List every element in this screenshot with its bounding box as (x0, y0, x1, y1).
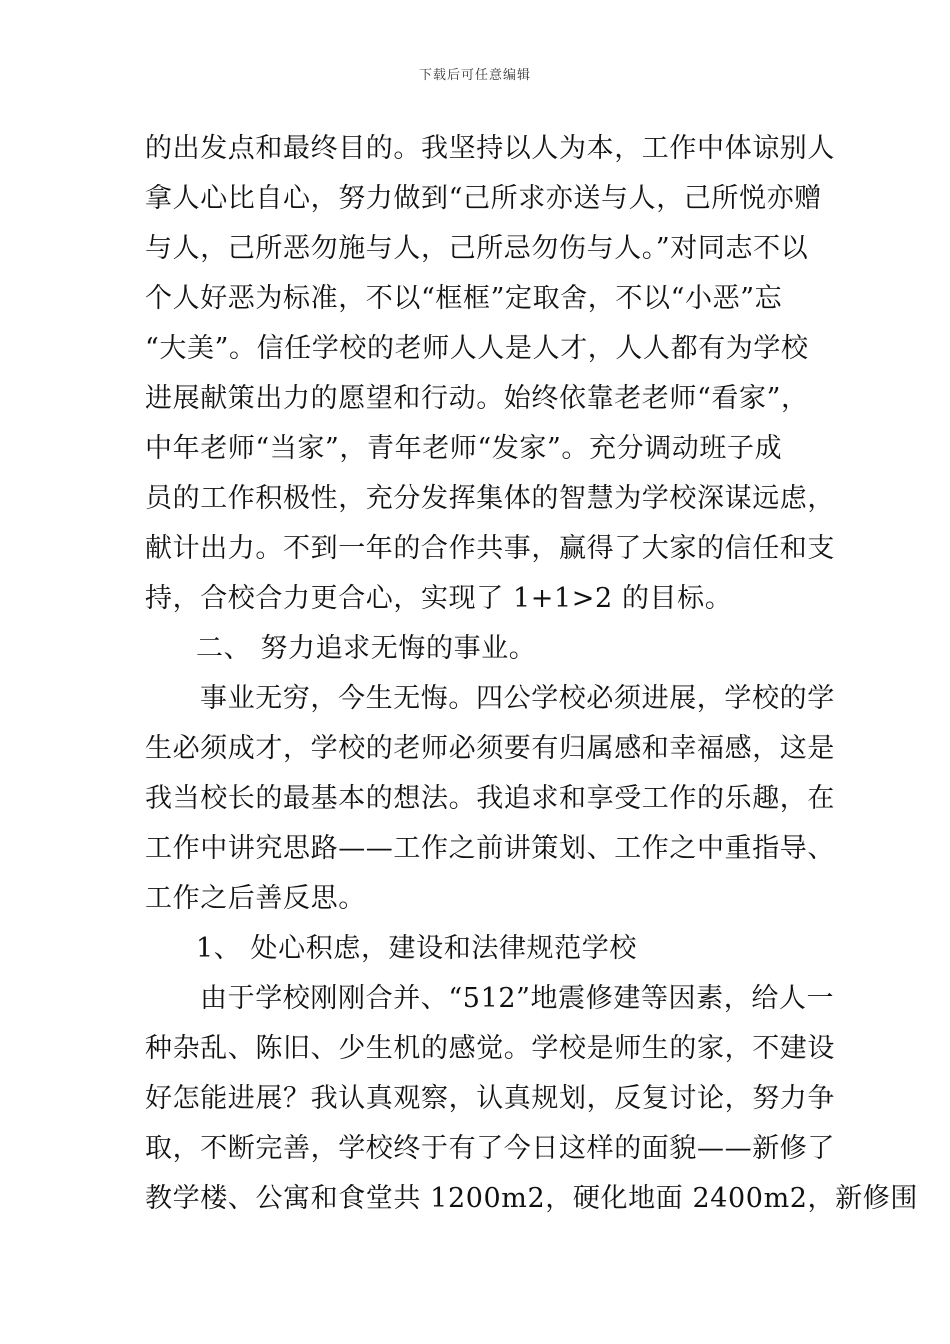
text-line: 取，不断完善，学校终于有了今日这样的面貌——新修了 (145, 1133, 835, 1164)
text-line: 事业无穷，今生无悔。四公学校必须进展，学校的学 (200, 683, 835, 714)
text-line: “大美”。信任学校的老师人人是人才，人人都有为学校 (145, 333, 809, 364)
text-line: 与人，己所恶勿施与人，己所忌勿伤与人。”对同志不以 (145, 233, 809, 264)
text-line: 生必须成才，学校的老师必须要有归属感和幸福感，这是 (145, 733, 835, 764)
subsection-heading: 1、 处心积虑，建设和法律规范学校 (196, 933, 637, 964)
text-line: 个人好恶为标准，不以“框框”定取舍，不以“小恶”忘 (145, 283, 783, 314)
text-line: 员的工作积极性，充分发挥集体的智慧为学校深谋远虑， (145, 483, 835, 514)
text-line: 中年老师“当家”，青年老师“发家”。充分调动班子成 (145, 433, 783, 464)
text-line: 我当校长的最基本的想法。我追求和享受工作的乐趣，在 (145, 783, 835, 814)
text-line: 好怎能进展？我认真观察，认真规划，反复讨论，努力争 (145, 1083, 835, 1114)
text-line: 献计出力。不到一年的合作共事，赢得了大家的信任和支 (145, 533, 835, 564)
section-heading: 二、 努力追求无悔的事业。 (196, 633, 537, 664)
text-line: 工作之后善反思。 (145, 883, 366, 914)
text-line: 教学楼、公寓和食堂共 1200m2，硬化地面 2400m2，新修围 (145, 1183, 918, 1214)
text-line: 进展献策出力的愿望和行动。始终依靠老老师“看家”， (145, 383, 809, 414)
page-header: 下载后可任意编辑 (418, 68, 531, 83)
text-line: 的出发点和最终目的。我坚持以人为本，工作中体谅别人 (145, 133, 835, 164)
text-line: 持，合校合力更合心，实现了 1+1>2 的目标。 (145, 583, 733, 614)
text-line: 拿人心比自心，努力做到“己所求亦送与人，己所悦亦赠 (145, 183, 822, 214)
text-line: 种杂乱、陈旧、少生机的感觉。学校是师生的家，不建设 (145, 1033, 835, 1064)
text-line: 由于学校刚刚合并、“512”地震修建等因素，给人一 (200, 983, 835, 1014)
text-line: 工作中讲究思路——工作之前讲策划、工作之中重指导、 (145, 833, 835, 864)
